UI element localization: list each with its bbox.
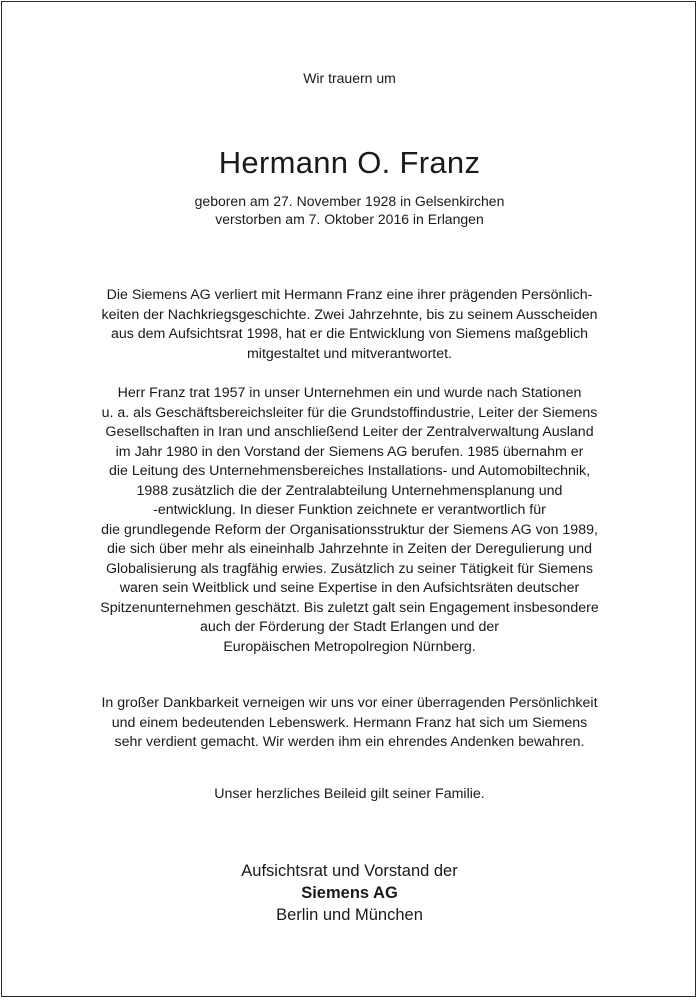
paragraph-line: auch der Förderung der Stadt Erlangen und der [200, 619, 499, 635]
paragraph-line: die grundlegende Reform der Organisationsstruktur der Siemens AG von 1989, [101, 521, 598, 538]
paragraph-line: im Jahr 1980 in den Vorstand der Siemens AG berufen. 1985 übernahm er [115, 443, 584, 460]
paragraph-line: Die Siemens AG verliert mit Hermann Franz eine ihrer prägenden Persönlich- [106, 287, 593, 303]
death-line: verstorben am 7. Oktober 2016 in Erlangen [215, 211, 484, 227]
signature-block [0, 860, 699, 926]
heading: Wir trauern um [303, 70, 396, 86]
paragraph-line: mitgestaltet und mitverantwortet. [246, 345, 453, 362]
paragraph-line: -entwicklung. In dieser Funktion zeichnete er verantwortlich für [153, 502, 546, 518]
paragraph-line: sehr verdient gemacht. Wir werden ihm ein ehrendes Andenken bewahren. [114, 734, 585, 750]
paragraph-line: Spitzenunternehmen geschätzt. Bis zuletzt galt sein Engagement insbesondere [100, 599, 599, 616]
paragraph-line: die Leitung des Unternehmensbereiches Installations- und Automobiltechnik, [108, 463, 591, 479]
paragraph-line: 1988 zusätzlich die der Zentralabteilung Unternehmensplanung und [136, 482, 563, 499]
paragraph-line: Gesellschaften in Iran und anschließend Leiter der Zentralverwaltung Ausland [105, 424, 594, 440]
paragraph-line: u. a. als Geschäftsbereichsleiter für die Grundstoffindustrie, Leiter der Siemens [101, 404, 598, 421]
paragraph-line: waren sein Weitblick und seine Expertise in den Aufsichtsräten deutscher [119, 580, 580, 596]
paragraph-3 [0, 694, 699, 753]
paragraph-line: In großer Dankbarkeit verneigen wir uns vor einer überragenden Persönlichkeit [101, 695, 598, 711]
deceased-name: Hermann O. Franz [218, 145, 481, 180]
paragraph-line: Herr Franz trat 1957 in unser Unternehmen ein und wurde nach Stationen [117, 385, 582, 401]
life-dates [0, 192, 699, 228]
paragraph-line: Globalisierung als tragfähig erwies. Zusätzlich zu seiner Tätigkeit für Siemens [105, 560, 594, 577]
paragraph-line: keiten der Nachkriegsgeschichte. Zwei Jahrzehnte, bis zu seinem Ausscheiden [101, 306, 598, 323]
paragraph-line: aus dem Aufsichtsrat 1998, hat er die Entwicklung von Siemens maßgeblich [110, 326, 589, 342]
paragraph-line: und einem bedeutenden Lebenswerk. Hermann Franz hat sich um Siemens [111, 714, 588, 731]
signature-company: Siemens AG [301, 884, 398, 902]
paragraph-line: Europäischen Metropolregion Nürnberg. [223, 638, 476, 655]
signature-line-1: Aufsichtsrat und Vorstand der [241, 862, 458, 880]
paragraph-2 [0, 384, 699, 657]
birth-line: geboren am 27. November 1928 in Gelsenkirchen [194, 193, 505, 209]
paragraph-line: die sich über mehr als eineinhalb Jahrzehnte in Zeiten der Deregulierung und [106, 541, 593, 557]
condolence-text: Unser herzliches Beileid gilt seiner Familie. [214, 786, 485, 802]
paragraph-1 [0, 286, 699, 364]
signature-location: Berlin und München [276, 906, 423, 924]
